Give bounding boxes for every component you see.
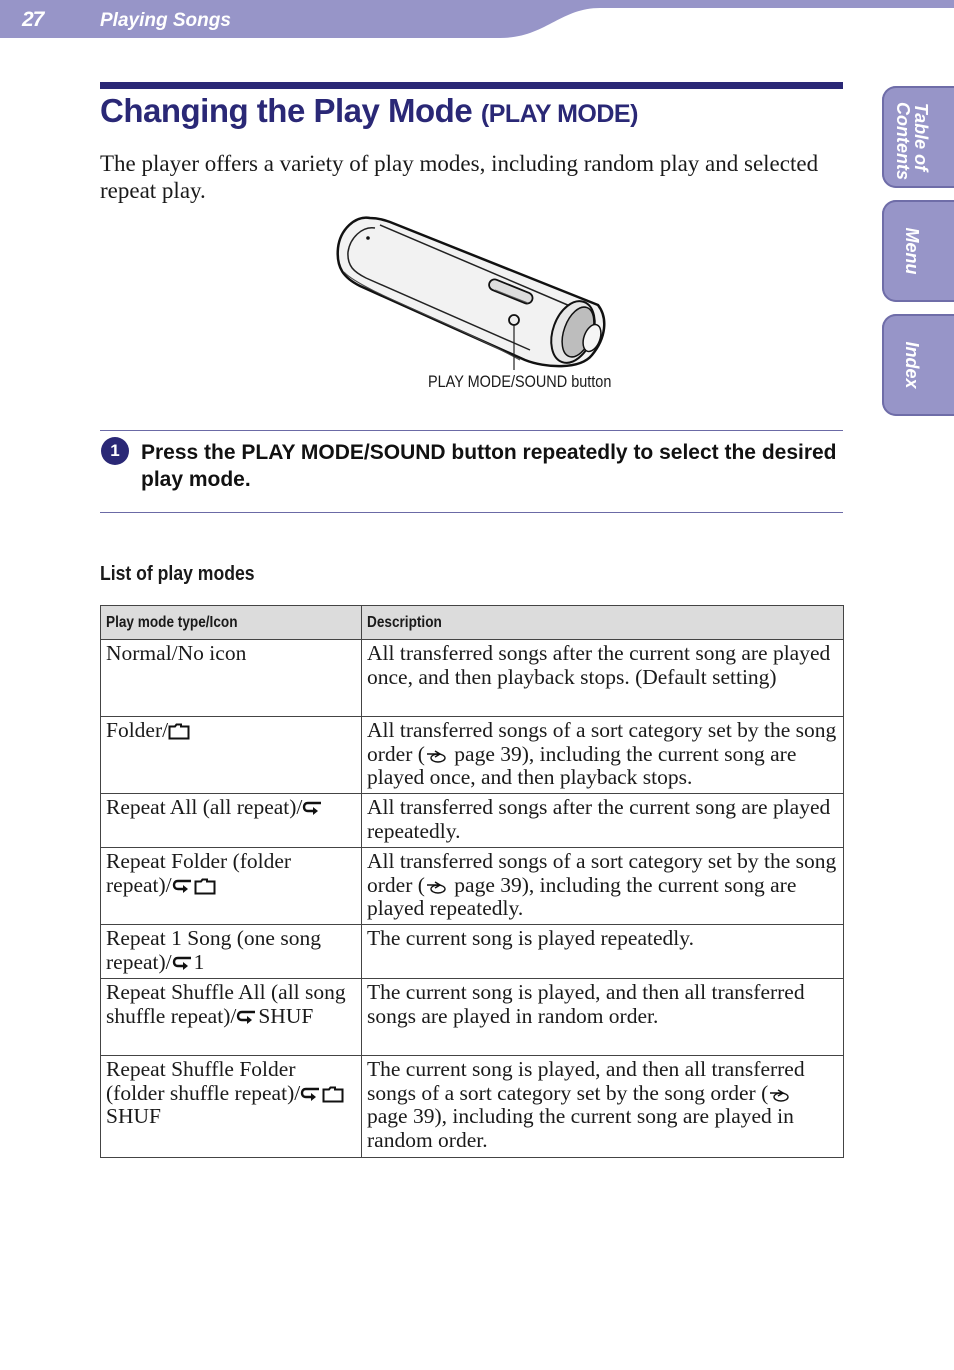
description-cell [362, 848, 844, 925]
player-illustration [330, 210, 620, 370]
description-text: The current song is played repeatedly. [367, 926, 694, 950]
page-reference-link[interactable]: page 39 [454, 872, 522, 897]
button-callout: PLAY MODE/SOUND button [428, 372, 612, 391]
mode-cell [101, 1056, 362, 1158]
table-row [101, 925, 844, 979]
repeat-icon [300, 1081, 322, 1105]
mode-label: Repeat Folder (folder repeat)/ [106, 849, 292, 897]
description-cell [362, 1056, 844, 1158]
repeat-icon [302, 795, 324, 819]
title-rule [100, 82, 843, 89]
description-text: All transferred songs after the current song are played once, and then playback stops. (Default setting) [367, 641, 831, 689]
mode-label: Folder/ [106, 718, 169, 742]
table-row [101, 640, 844, 717]
table-row [101, 1056, 844, 1158]
table-row [101, 979, 844, 1056]
description-text: The current song is played, and then all transferred songs are played in random order. [367, 980, 805, 1028]
table-header-row [101, 606, 844, 640]
reference-icon [768, 1081, 792, 1105]
mode-cell [101, 925, 362, 979]
tab-menu[interactable] [882, 200, 954, 302]
mode-cell [101, 848, 362, 925]
repeat-icon [172, 873, 194, 897]
mode-label: Normal/No icon [106, 641, 247, 665]
reference-icon [425, 742, 449, 766]
title-sub: (PLAY MODE) [480, 100, 638, 128]
reference-icon [425, 873, 449, 897]
page-reference-link[interactable]: page 39 [454, 741, 522, 766]
mode-cell [101, 640, 362, 717]
icon-suffix: 1 [193, 949, 205, 974]
description-text: All transferred songs of a sort category set by the song order ( [367, 849, 837, 897]
description-text: All transferred songs after the current song are played repeatedly. [367, 795, 831, 843]
description-cell [362, 717, 844, 794]
description-cell [362, 794, 844, 848]
description-text: ), including the current song are played in random order. [367, 1104, 794, 1152]
tab-index[interactable] [882, 314, 954, 416]
description-text: The current song is played, and then all transferred songs of a sort category set by the song order ( [367, 1057, 805, 1105]
section-title: Playing Songs [100, 10, 231, 31]
play-modes-table [100, 605, 844, 1158]
mode-label: Repeat Shuffle All (all song shuffle repeat)/ [106, 980, 346, 1028]
page-header [0, 0, 954, 40]
page-title [100, 92, 638, 130]
step-rule-top [100, 430, 843, 431]
page-number: 27 [22, 8, 44, 31]
mode-cell [101, 717, 362, 794]
description-cell [362, 640, 844, 717]
step-number-badge: 1 [101, 437, 129, 465]
step-rule-bottom [100, 512, 843, 513]
page-reference-link[interactable]: page 39 [367, 1104, 435, 1128]
column-header-description-label: Description [367, 613, 442, 631]
intro-paragraph: The player offers a variety of play modes, including random play and selected repeat play. [100, 151, 819, 203]
list-heading: List of play modes [100, 563, 255, 585]
description-text: ), including the current song are played once, and then playback stops. [367, 741, 797, 789]
mode-label: Repeat All (all repeat)/ [106, 795, 303, 819]
step-instruction: Press the PLAY MODE/SOUND button repeatedly to select the desired play mode. [141, 441, 837, 491]
table-row [101, 848, 844, 925]
mode-label: Repeat Shuffle Folder (folder shuffle repeat)/ [106, 1057, 301, 1105]
icon-suffix: SHUF [258, 1003, 314, 1028]
description-cell [362, 925, 844, 979]
tab-table-of-contents[interactable] [882, 86, 954, 188]
description-text: ), including the current song are played repeatedly. [367, 872, 797, 920]
column-header-mode-label: Play mode type/Icon [106, 613, 238, 631]
description-cell [362, 979, 844, 1056]
column-header-description [362, 606, 844, 640]
folder-icon [194, 873, 216, 897]
folder-icon [322, 1081, 344, 1105]
mode-label: Repeat 1 Song (one song repeat)/ [106, 926, 321, 974]
column-header-mode [101, 606, 362, 640]
mode-cell [101, 979, 362, 1056]
table-row [101, 717, 844, 794]
title-main: Changing the Play Mode [100, 92, 473, 129]
tab-index-label: Index [902, 341, 922, 389]
tab-menu-label: Menu [902, 227, 922, 275]
mode-cell [101, 794, 362, 848]
tab-table-of-contents-label: Table of Contents [893, 102, 931, 180]
icon-suffix: SHUF [106, 1104, 161, 1128]
repeat-icon [236, 1004, 258, 1028]
folder-icon [168, 718, 190, 742]
description-text: All transferred songs of a sort category set by the song order ( [367, 718, 837, 766]
repeat-icon [172, 950, 194, 974]
table-row [101, 794, 844, 848]
